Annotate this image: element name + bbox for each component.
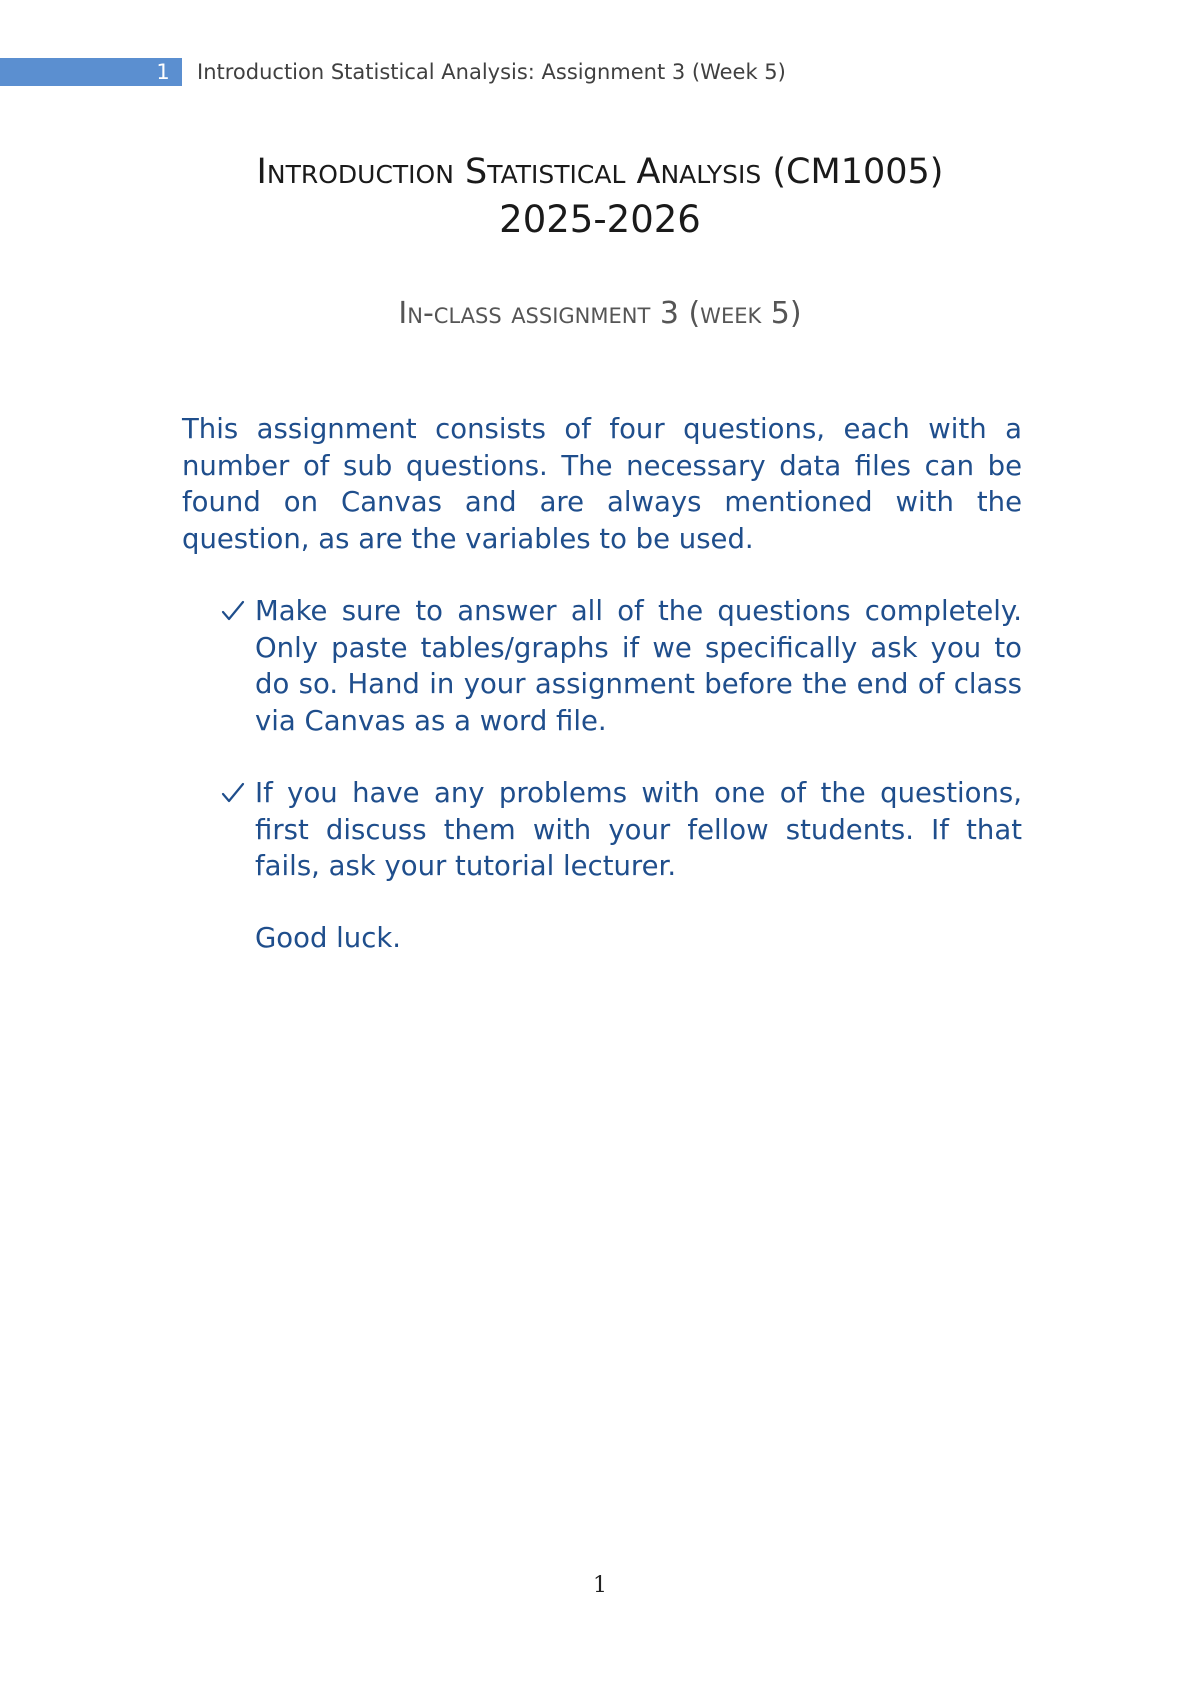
course-name: Introduction Statistical Analysis — [256, 152, 762, 192]
header-page-number: 1 — [156, 60, 170, 84]
academic-year: 2025-2026 — [499, 198, 701, 241]
course-title — [0, 150, 1200, 194]
instruction-bullet — [219, 775, 1022, 885]
instruction-bullet-text: If you have any problems with one of the questions, first discuss them with your fellow students. If that fails, ask your tutorial lecturer. — [255, 777, 1022, 882]
footer-page-number: 1 — [593, 1573, 607, 1598]
closing-text: Good luck. — [255, 922, 402, 954]
header-running-title: Introduction Statistical Analysis: Assignment 3 (Week 5) — [197, 60, 786, 84]
assignment-subtitle: In-class assignment 3 (week 5) — [398, 296, 802, 331]
intro-paragraph: This assignment consists of four questions, each with a number of sub questions. The necessary data files can be found on Canvas and are always mentioned with the question, as are the variables to be used. — [182, 413, 1022, 555]
checkmark-icon — [219, 593, 249, 629]
checkmark-icon — [219, 775, 249, 811]
instruction-bullet — [219, 593, 1022, 739]
instruction-bullet-text: Make sure to answer all of the questions completely. Only paste tables/graphs if we specifically ask you to do so. Hand in your assignment before the end of class via Canvas as a word file. — [255, 595, 1022, 737]
course-code: (CM1005) — [772, 152, 944, 192]
